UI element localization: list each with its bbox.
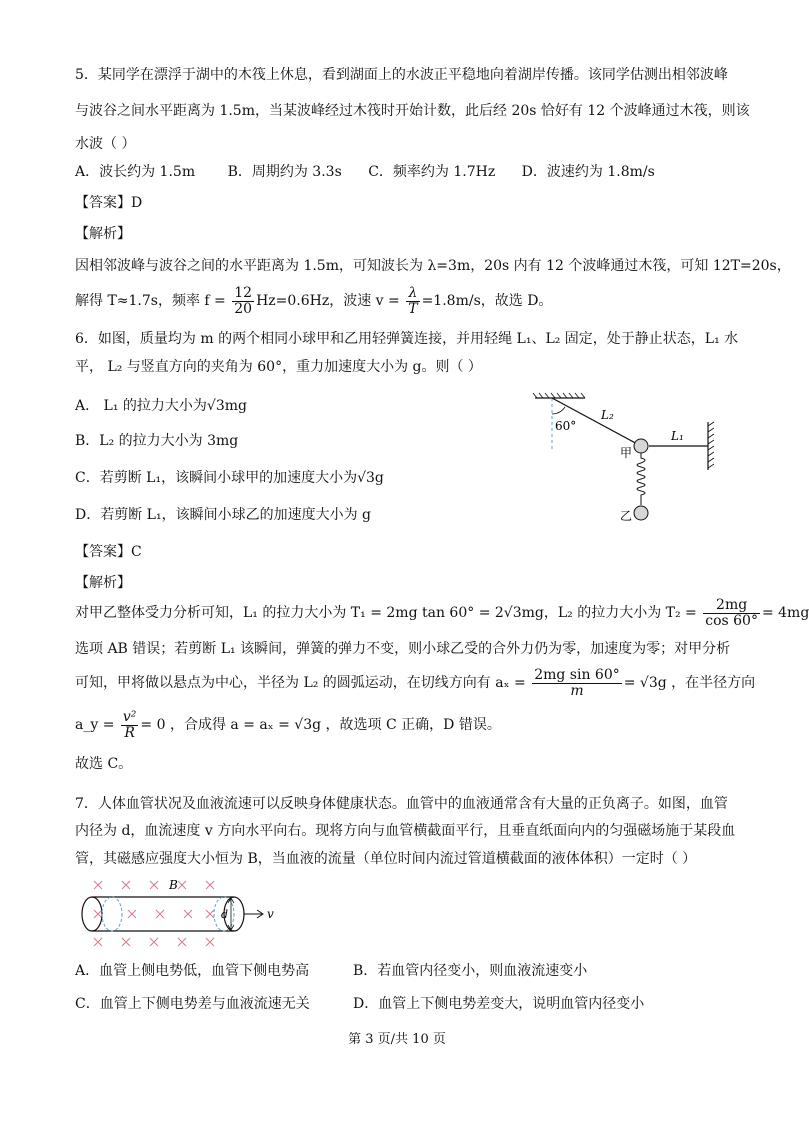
q5-exp2-text-c: =1.8m/s，故选 D。 xyxy=(421,293,553,309)
q6-stem-line2: 平， L₂ 与竖直方向的夹角为 60°，重力加速度大小为 g。则（ ） xyxy=(75,359,482,375)
q6-yi-label: 乙 xyxy=(620,509,633,523)
q7-options-row1 xyxy=(75,962,587,980)
q6-L1-label: L₁ xyxy=(671,429,684,443)
q5-explanation-line2 xyxy=(75,284,552,318)
q6-explanation-line1 xyxy=(75,597,809,629)
q6-spring xyxy=(637,453,645,505)
q5-stem-line1: 5．某同学在漂浮于湖中的木筏上休息，看到湖面上的水波正平稳地向着湖岸传播。该同学估测出相邻波峰 xyxy=(75,67,728,83)
q7-stem-line3: 管，其磁感应强度大小恒为 B，当血液的流量（单位时间内流过管道横截面的液体体积）一定时（ ） xyxy=(75,851,697,867)
q6-exp3-text-b: = √3g ，在半径方向 xyxy=(623,675,756,691)
q6-ball-yi xyxy=(634,506,648,520)
q6-analysis-heading: 【解析】 xyxy=(75,575,131,591)
q6-ball-jia xyxy=(634,439,648,453)
q7-option-b: B．若血管内径变小，则血液流速变小 xyxy=(353,963,588,979)
q7-stem-line1: 7．人体血管状况及血液流速可以反映身体健康状态。血管中的血液通常含有大量的正负离子。如图，血管 xyxy=(75,796,728,812)
q7-vessel-left-end xyxy=(82,897,102,931)
q7-option-d: D．血管上下侧电势差变大，说明血管内径变小 xyxy=(353,996,645,1012)
q6-ay-den: R xyxy=(124,724,135,741)
q6-T2-fraction xyxy=(703,598,760,629)
q5-option-d: D．波速约为 1.8m/s xyxy=(521,164,655,180)
q5-exp2-text-a: 解得 T≈1.7s，频率 f = xyxy=(75,293,226,309)
q6-ax-fraction xyxy=(532,668,622,699)
q5-exp2-text-b: Hz=0.6Hz，波速 v = xyxy=(256,293,400,309)
q5-option-c: C．频率约为 1.7Hz xyxy=(368,164,496,180)
q6-explanation-line4 xyxy=(75,708,501,742)
q6-ax-den: m xyxy=(570,682,584,699)
q6-angle-label: 60° xyxy=(555,419,577,433)
q6-exp4-text-b: = 0 ，合成得 a = aₓ = √3g ，故选项 C 正确，D 错误。 xyxy=(140,717,501,733)
q6-option-a: A． L₁ 的拉力大小为√3mg xyxy=(75,398,247,414)
q6-ay-num: v² xyxy=(122,708,137,725)
q7-v-label: v xyxy=(267,907,274,921)
q7-d-label: d xyxy=(221,908,229,921)
page-footer: 第 3 页/共 10 页 xyxy=(348,1032,446,1047)
q7-option-a: A．血管上侧电势低，血管下侧电势高 xyxy=(75,963,310,979)
q6-exp4-text-a: a_y = xyxy=(75,717,115,733)
q7-options-row2 xyxy=(75,995,644,1013)
q5-v-num: λ xyxy=(406,286,419,302)
q6-explanation-line2: 选项 AB 错误；若剪断 L₁ 该瞬间，弹簧的弹力不变，则小球乙受的合外力仍为零，加速度为零；对甲分析 xyxy=(75,641,731,657)
q6-exp3-text-a: 可知，甲将做以悬点为中心，半径为 L₂ 的圆弧运动，在切线方向有 aₓ = xyxy=(75,675,526,691)
q7-stem-line2: 内径为 d，血流速度 v 方向水平向右。现将方向与血管横截面平行，且垂直纸面向内的匀强磁场施于某段血 xyxy=(75,823,736,839)
q6-answer: 【答案】C xyxy=(75,544,142,560)
q5-frequency-fraction xyxy=(232,286,254,317)
q5-v-den: T xyxy=(408,300,418,317)
q5-answer: 【答案】D xyxy=(75,195,143,211)
q6-ax-num: 2mg sin 60° xyxy=(534,666,620,683)
q7-B-label: B xyxy=(169,878,178,892)
q5-speed-fraction xyxy=(406,286,419,317)
q6-exp1-text-a: 对甲乙整体受力分析可知，L₁ 的拉力大小为 T₁ = 2mg tan 60° = 2√3mg，L₂ 的拉力大小为 T₂ = xyxy=(75,605,697,621)
q5-analysis-heading: 【解析】 xyxy=(75,226,131,242)
q7-magnetic-field-crosses xyxy=(94,881,214,946)
q6-option-c: C．若剪断 L₁，该瞬间小球甲的加速度大小为√3g xyxy=(75,470,384,486)
q6-stem-line1: 6．如图，质量均为 m 的两个相同小球甲和乙用轻弹簧连接，并用轻绳 L₁、L₂ 固定，处于静止状态，L₁ 水 xyxy=(75,331,739,347)
q6-exp1-text-b: = 4mg xyxy=(761,605,809,621)
q6-spring-figure xyxy=(525,392,725,532)
q5-options xyxy=(75,163,655,181)
q6-explanation-line5: 故选 C。 xyxy=(75,756,133,772)
q6-ay-fraction xyxy=(121,710,139,741)
q5-option-b: B．周期约为 3.3s xyxy=(227,164,342,180)
q5-explanation-line1: 因相邻波峰与波谷之间的水平距离为 1.5m，可知波长为 λ=3m，20s 内有 12 个波峰通过木筏，可知 12T=20s， xyxy=(75,258,791,274)
q6-explanation-line3 xyxy=(75,666,755,700)
q5-stem-line3: 水波（ ） xyxy=(75,136,136,152)
q6-T2-den: cos 60° xyxy=(705,612,758,629)
q6-T2-num: 2mg xyxy=(703,598,760,614)
q6-jia-label: 甲 xyxy=(620,446,633,460)
q7-option-c: C．血管上下侧电势差与血液流速无关 xyxy=(75,996,310,1012)
q6-option-d: D．若剪断 L₁，该瞬间小球乙的加速度大小为 g xyxy=(75,507,371,523)
q5-option-a: A．波长约为 1.5m xyxy=(75,164,196,180)
q7-blood-vessel-figure xyxy=(72,874,292,954)
q5-f-num: 12 xyxy=(234,284,253,301)
q6-option-b: B．L₂ 的拉力大小为 3mg xyxy=(75,433,239,449)
q5-f-den: 20 xyxy=(234,300,253,317)
q6-L2-label: L₂ xyxy=(601,408,614,422)
q5-stem-line2: 与波谷之间水平距离为 1.5m，当某波峰经过木筏时开始计数，此后经 20s 恰好有 12 个波峰通过木筏，则该 xyxy=(75,103,750,119)
